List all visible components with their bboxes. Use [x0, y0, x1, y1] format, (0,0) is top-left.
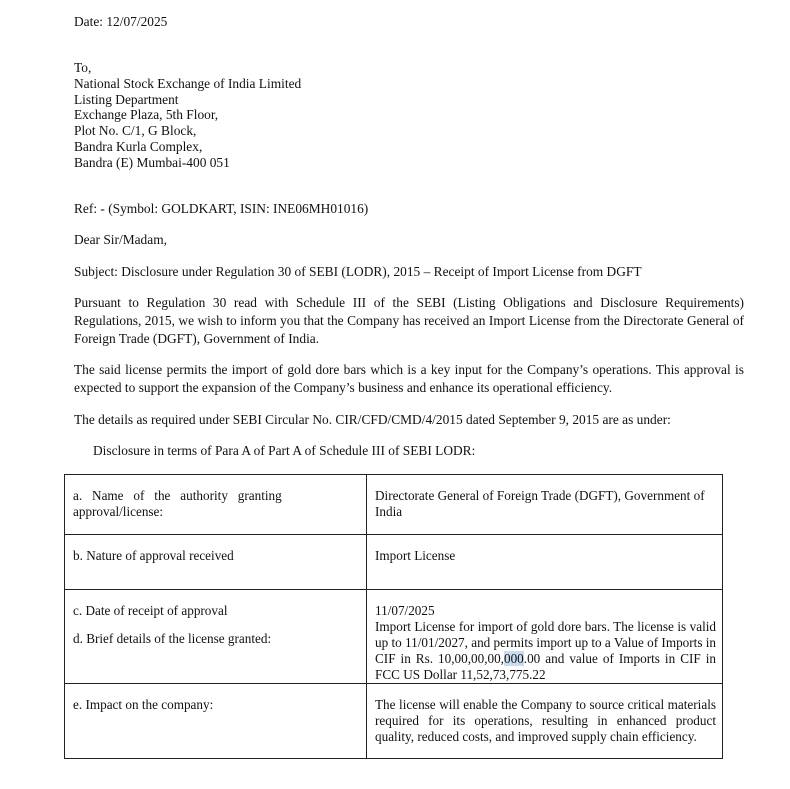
nature-label: b. Nature of approval received	[73, 548, 234, 563]
recipient-line: Bandra (E) Mumbai-400 051	[74, 154, 230, 170]
nature-value-cell	[367, 535, 723, 590]
body-paragraph-2: The said license permits the import of gold dore bars which is a key input for the Company’s operations. This approval is expected to support the expansion of the Company’s business and enhance its operational efficiency.	[74, 362, 744, 395]
impact-value-cell	[367, 684, 723, 759]
body-paragraph-3: The details as required under SEBI Circular No. CIR/CFD/CMD/4/2015 dated September 9, 2015 are as under:	[74, 412, 671, 427]
recipient-line: Bandra Kurla Complex,	[74, 138, 203, 154]
recipient-line: Plot No. C/1, G Block,	[74, 123, 197, 139]
license-details-value: Import License for import of gold dore bars. The license is valid up to 11/01/2027, and permits import up to a Value of Imports in CIF in Rs. 10,00,00,00,000.00 and value of Imports in CIF in FCC US Dollar 11,52,73,775.22	[375, 619, 717, 682]
license-details-label: d. Brief details of the license granted:	[73, 631, 272, 646]
recipient-address	[74, 60, 301, 171]
highlighted-text: 000	[503, 651, 524, 666]
authority-value: Directorate General of Foreign Trade (DGFT), Government of India	[375, 488, 705, 519]
greeting: Dear Sir/Madam,	[74, 232, 167, 247]
table-row-authority	[65, 475, 723, 535]
authority-label: a. Name of the authority granting	[73, 488, 282, 503]
receipt-date-value: 11/07/2025	[375, 603, 435, 618]
date-details-label-cell	[65, 590, 367, 684]
table-row-nature	[65, 535, 723, 590]
date-details-value-cell	[367, 590, 723, 684]
recipient-line: National Stock Exchange of India Limited	[74, 75, 302, 91]
recipient-salutation: To,	[74, 60, 92, 75]
impact-label: e. Impact on the company:	[73, 697, 214, 712]
impact-value: The license will enable the Company to source critical materials required for its operations, resulting in enhanced product quality, reduced costs, and improved supply chain efficiency.	[375, 697, 716, 744]
receipt-date-label: c. Date of receipt of approval	[73, 603, 228, 618]
letter-date: Date: 12/07/2025	[74, 14, 168, 29]
authority-value-cell	[367, 475, 723, 535]
disclosure-table	[64, 474, 723, 759]
table-caption: Disclosure in terms of Para A of Part A of Schedule III of SEBI LODR:	[93, 443, 476, 458]
impact-label-cell	[65, 684, 367, 759]
recipient-line: Exchange Plaza, 5th Floor,	[74, 107, 219, 123]
body-paragraph-1: Pursuant to Regulation 30 read with Schedule III of the SEBI (Listing Obligations and Disclosure Requirements) Regulations, 2015, we wish to inform you that the Company has received an Import License from the Directorate General of Foreign Trade (DGFT), Government of India.	[74, 295, 744, 346]
subject-line: Subject: Disclosure under Regulation 30 of SEBI (LODR), 2015 – Receipt of Import License from DGFT	[74, 264, 642, 279]
table-row-impact	[65, 684, 723, 759]
reference-line: Ref: - (Symbol: GOLDKART, ISIN: INE06MH01016)	[74, 201, 369, 216]
table-row-date-and-details	[65, 590, 723, 684]
authority-label-cont: approval/license:	[73, 504, 164, 519]
recipient-line: Listing Department	[74, 91, 179, 107]
nature-label-cell	[65, 535, 367, 590]
authority-label-cell	[65, 475, 367, 535]
nature-value: Import License	[375, 548, 456, 563]
